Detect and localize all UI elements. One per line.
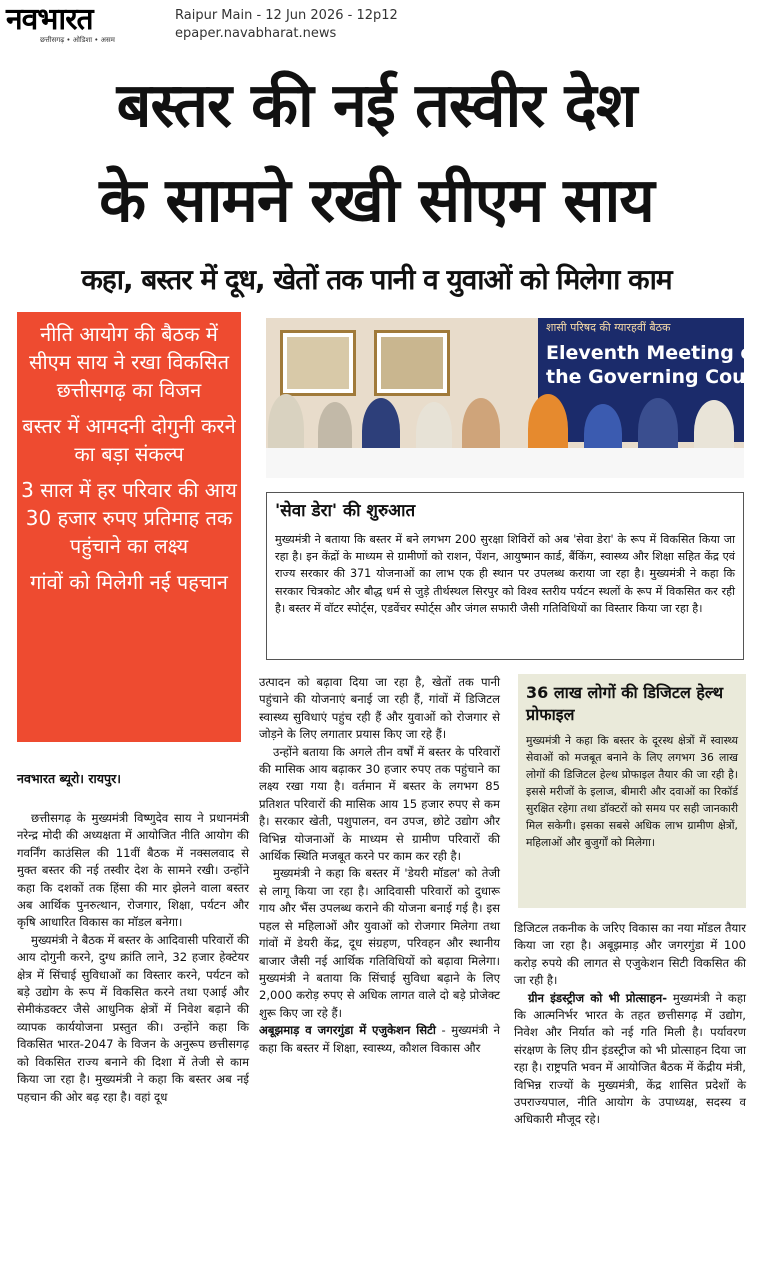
headline xyxy=(0,58,753,248)
health-profile-box xyxy=(518,674,746,908)
banner-title-line-2: the Governing Council xyxy=(546,366,784,388)
newspaper-logo: नवभारत xyxy=(6,2,93,37)
masthead xyxy=(0,0,753,46)
edition-info: Raipur Main - 12 Jun 2026 - 12p12 xyxy=(175,8,398,23)
byline: नवभारत ब्यूरो। रायपुर। xyxy=(17,771,121,786)
meeting-photo xyxy=(266,318,784,478)
health-profile-title: 36 लाख लोगों की डिजिटल हेल्थ प्रोफाइल xyxy=(526,683,724,724)
banner-hindi-text: शासी परिषद की ग्यारहवीं बैठक xyxy=(546,321,671,334)
article-paragraph: मुख्यमंत्री ने कहा कि आत्मनिर्भर भारत के तहत छत्तीसगढ़ में उद्योग, निवेश और निर्यात को नई गति मिली है। पर्यावरण संरक्षण के लिए ग्रीन इंडस्ट्रीज को भी प्रोत्साहन दिया जा रहा है। राष्ट्रपति भवन में आयोजित बैठक में केंद्रीय मंत्री, विभिन्न राज्यों के मुख्यमंत्री, केंद्र शासित प्रदेशों के उपराज्यपाल, नीति आयोग के उपाध्यक्ष, सदस्य व अधिकारी मौजूद रहे। xyxy=(514,990,746,1127)
health-profile-text: मुख्यमंत्री ने कहा कि बस्तर के दूरस्थ क्षेत्रों में स्वास्थ्य सेवाओं को मजबूत बनाने के लिए लगभग 36 लाख लोगों की डिजिटल हेल्थ प्रोफाइल तैयार की जा रही है। इससे मरीजों के इलाज, बीमारी और दवाओं का रिकॉर्ड सुरक्षित रहेगा तथा डॉक्टरों को समय पर सही जानकारी मिल सकेगी। इसका सबसे अधिक लाभ ग्रामीण क्षेत्रों, महिलाओं और बुजुर्गों को मिलेगा। xyxy=(526,734,738,849)
banner-title-line-1: Eleventh Meeting of xyxy=(546,342,762,364)
subhead-education-city: अबूझमाड़ व जगरगुंडा में एजुकेशन सिटी xyxy=(259,1023,436,1038)
site-url: epaper.navabharat.news xyxy=(175,26,337,41)
highlight-item: बस्तर में आमदनी दोगुनी करने का बड़ा संकल्प xyxy=(22,414,236,466)
wall-painting xyxy=(280,330,356,396)
article-column-2 xyxy=(259,674,500,1057)
highlight-item: 3 साल में हर परिवार की आय 30 हजार रुपए प्रतिमाह तक पहुंचाने का लक्ष्य xyxy=(21,478,237,558)
article-paragraph: डिजिटल तकनीक के जरिए विकास का नया मॉडल तैयार किया जा रहा है। अबूझमाड़ और जगरगुंडा में 100 करोड़ रुपये की लागत से एजुकेशन सिटी विकसित की जा रही है। xyxy=(514,921,746,988)
highlights-box xyxy=(17,312,241,742)
sewa-dera-box xyxy=(266,492,744,660)
logo-tagline: छत्तीसगढ़ • ओडिशा • असम xyxy=(40,36,115,44)
article-paragraph: मुख्यमंत्री ने कहा कि बस्तर में 'डेयरी मॉडल' को तेजी से लागू किया जा रहा है। आदिवासी परिवारों को दुधारू गाय और भैंस उपलब्ध कराने की योजना बनाई गई है। इस पहल से महिलाओं और युवाओं को रोजगार मिलेगा तथा गांवों में डेयरी केंद्र, दूध संग्रहण, परिवहन और स्थानीय बाजार जैसी नई आर्थिक गतिविधियों को बढ़ावा मिलेगा। मुख्यमंत्री ने बताया कि सिंचाई सुविधा बढ़ाने के लिए 2,000 करोड़ रुपए से अधिक लागत वाले दो बड़े प्रोजेक्ट शुरू किए जा रहे हैं। xyxy=(259,866,500,1020)
article-column-3 xyxy=(514,920,746,1129)
headline-line-2: के सामने रखी सीएम साय xyxy=(99,165,654,236)
headline-line-1: बस्तर की नई तस्वीर देश xyxy=(116,70,637,141)
sewa-dera-title: 'सेवा डेरा' की शुरुआत xyxy=(275,501,416,521)
sewa-dera-text: मुख्यमंत्री ने बताया कि बस्तर में बने लगभग 200 सुरक्षा शिविरों को अब 'सेवा डेरा' के रूप में विकसित किया जा रहा है। इन केंद्रों के माध्यम से ग्रामीणों को राशन, पेंशन, आयुष्मान कार्ड, बैंकिंग, स्वास्थ्य और शिक्षा सहित केंद्र एवं राज्य सरकार की 371 योजनाओं का लाभ एक ही स्थान पर उपलब्ध कराया जा रहा है। मुख्यमंत्री ने कहा कि सरकार चित्रकोट और बौद्ध धर्म से जुड़े तीर्थस्थल सिरपुर को विश्व स्तरीय पर्यटन स्थलों के रूप में विकसित कर रही है। बस्तर में वॉटर स्पोर्ट्स, एडवेंचर स्पोर्ट्स और जंगल सफारी जैसी गतिविधियों का विस्तार किया जा रहा है। xyxy=(275,533,735,615)
wall-painting xyxy=(374,330,450,396)
article-paragraph: उन्होंने बताया कि अगले तीन वर्षों में बस्तर के परिवारों की मासिक आय बढ़ाकर 30 हजार रुपए तक पहुंचाने का लक्ष्य रखा गया है। वर्तमान में बस्तर के लगभग 85 प्रतिशत परिवारों की मासिक आय 15 हजार रुपए से कम है। सरकार खेती, पशुपालन, वन उपज, छोटे उद्योग और विभिन्न योजनाओं के माध्यम से ग्रामीण परिवारों की आर्थिक स्थिति मजबूत करने पर काम कर रही है। xyxy=(259,744,500,864)
article-paragraph: मुख्यमंत्री ने बैठक में बस्तर के आदिवासी परिवारों की आय दोगुनी करने, दुग्ध क्रांति लाने, 32 हजार हेक्टेयर क्षेत्र में सिंचाई सुविधाओं का विस्तार करने, पर्यटन को बड़े उद्योग के रूप में विकसित करने तथा एआई और सेमीकंडक्टर जैसे आधुनिक क्षेत्रों में निवेश बढ़ाने की व्यापक कार्ययोजना प्रस्तुत की। उन्होंने कहा कि विकसित भारत-2047 के विजन के अनुरूप छत्तीसगढ़ को विकसित राज्य बनाने की दिशा में तेजी से काम किया जा रहा है। मुख्यमंत्री ने कहा कि बस्तर अब नई पहचान की ओर बढ़ रहा है। वहां दूध xyxy=(17,932,249,1104)
conference-table xyxy=(266,448,744,478)
article-paragraph: उत्पादन को बढ़ावा दिया जा रहा है, खेतों तक पानी पहुंचाने की योजनाएं बनाई जा रही हैं, गांवों में डिजिटल स्वास्थ्य सुविधाएं पहुंच रही हैं और युवाओं को रोजगार से जोड़ने के लिए लगातार प्रयास किए जा रहे हैं। xyxy=(259,675,500,742)
highlight-item: गांवों को मिलेगी नई पहचान xyxy=(30,570,228,594)
highlight-item: नीति आयोग की बैठक में सीएम साय ने रखा विकसित छत्तीसगढ़ का विजन xyxy=(28,322,230,402)
subhead-green-industries: ग्रीन इंडस्ट्रीज को भी प्रोत्साहन- xyxy=(528,990,668,1005)
subheadline: कहा, बस्तर में दूध, खेतों तक पानी व युवाओं को मिलेगा काम xyxy=(81,263,672,296)
article-column-1 xyxy=(17,810,249,1106)
article-paragraph: छत्तीसगढ़ के मुख्यमंत्री विष्णुदेव साय ने प्रधानमंत्री नरेन्द्र मोदी की अध्यक्षता में आयोजित नीति आयोग की गवर्निंग काउंसिल की 11वीं बैठक में नक्सलवाद से मुक्त बस्तर की नई तस्वीर देश के सामने रखी। उन्होंने कहा कि दशकों तक हिंसा की मार झेलने वाला बस्तर अब आर्थिक पुनरुत्थान, रोजगार, शिक्षा, पर्यटन और कृषि आधारित विकास का मॉडल बनेगा। xyxy=(17,811,249,930)
article-paragraph: - मुख्यमंत्री ने कहा कि बस्तर में शिक्षा, स्वास्थ्य, कौशल विकास और xyxy=(259,1023,500,1055)
